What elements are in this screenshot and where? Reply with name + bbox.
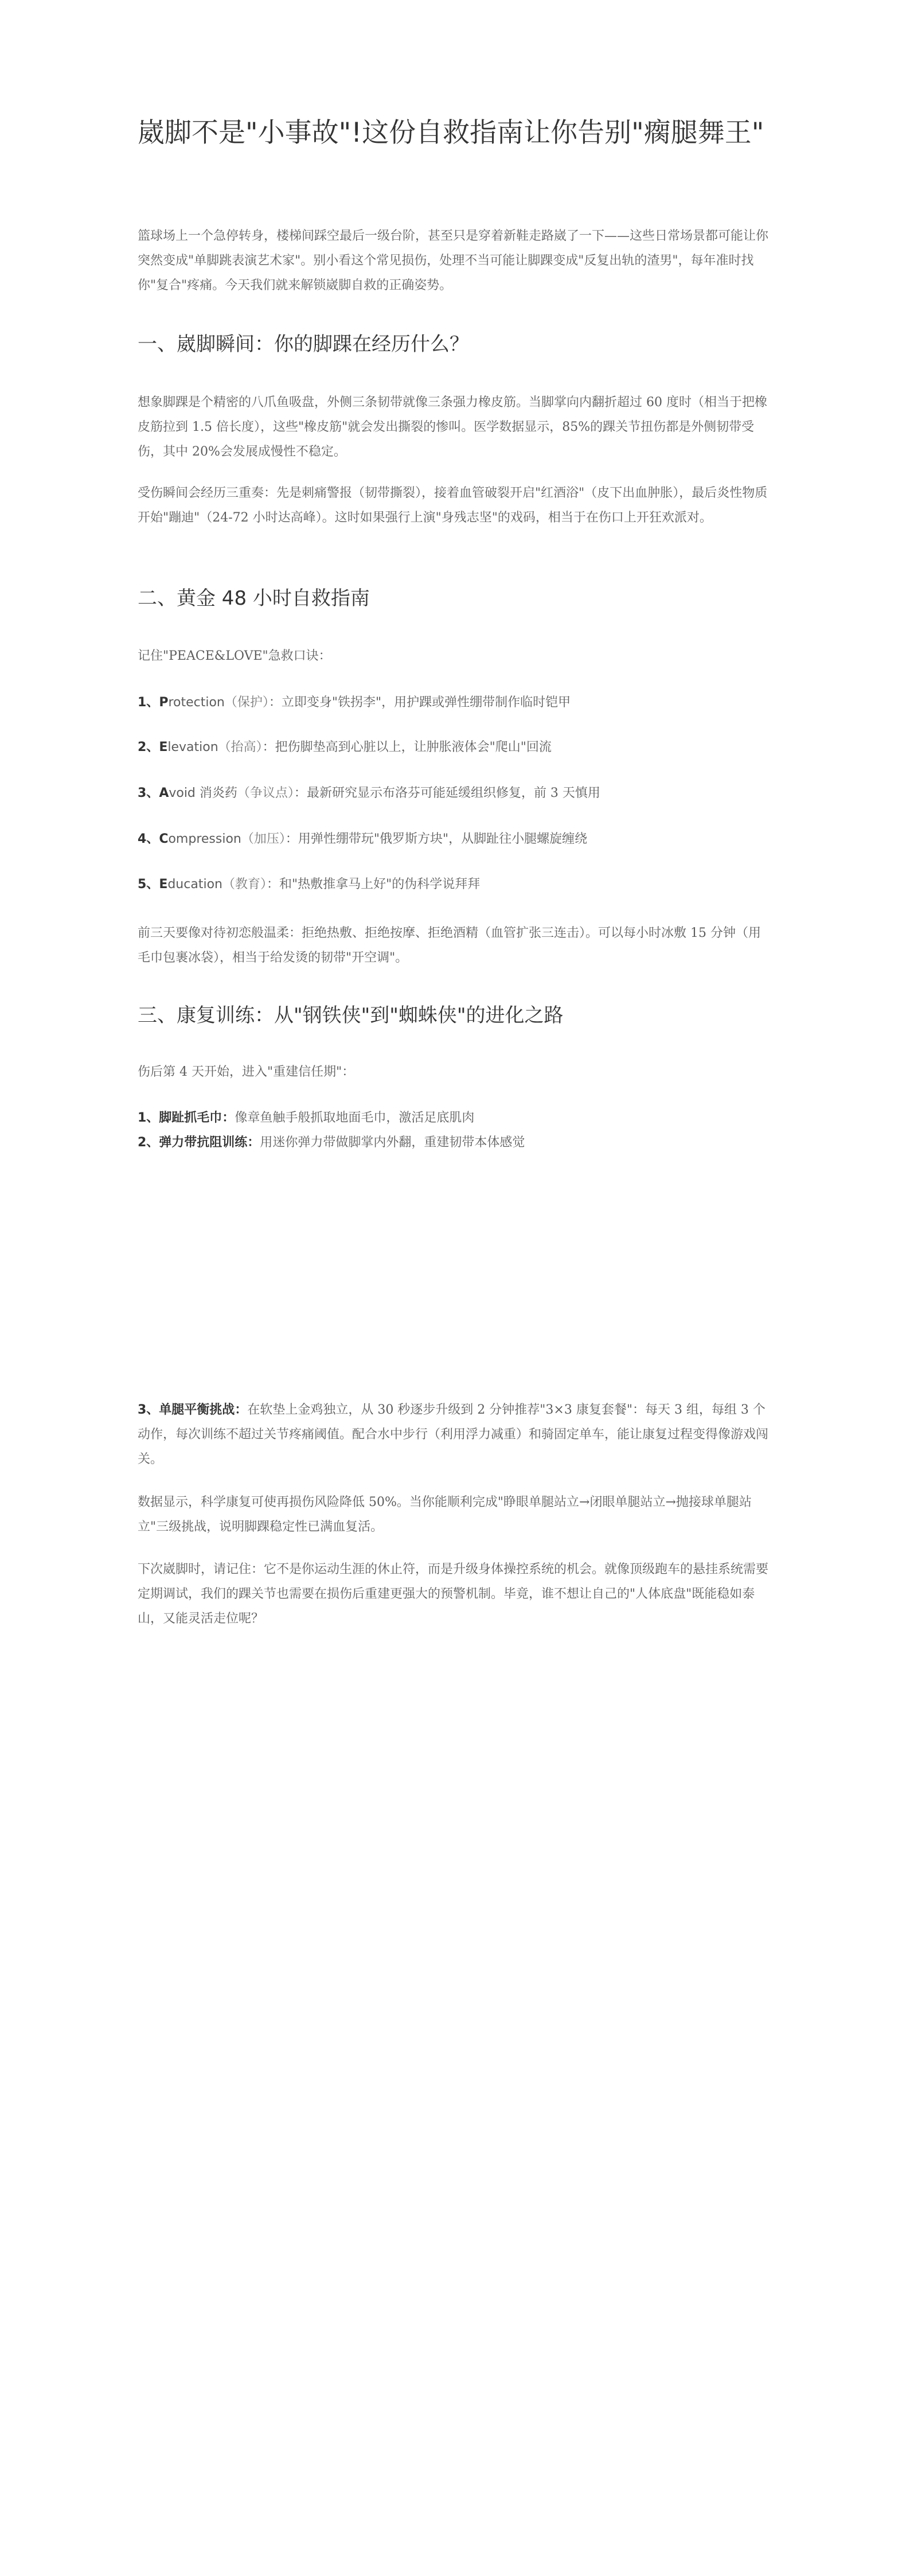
rehab-item-label: 3、单腿平衡挑战: [138, 1403, 235, 1417]
rehab-item-2: [138, 1130, 773, 1155]
rehab-item-separator: ：: [235, 1403, 248, 1417]
section-2-outro: 前三天要像对待初恋般温柔：拒绝热敷、拒绝按摩、拒绝酒精（血管扩张三连击）。可以每小时冰敷 15 分钟（用毛巾包裹冰袋），相当于给发烫的韧带"开空调"。: [138, 926, 761, 965]
step-translation: （抬高）: [218, 740, 263, 754]
section-3-intro: 伤后第 4 天开始，进入"重建信任期"：: [138, 1065, 355, 1079]
step-number: 2、: [138, 740, 159, 754]
step-term: void 消炎药: [169, 786, 237, 800]
step-description: 和"热敷推拿马上好"的伪科学说拜拜: [279, 877, 481, 892]
step-translation: （争议点）: [237, 786, 294, 800]
step-separator: ：: [268, 695, 282, 710]
peace-step-2: [138, 735, 773, 760]
step-separator: ：: [285, 832, 298, 846]
rehab-item-description: 在软垫上金鸡独立，从 30 秒逐步升级到 2 分钟推荐"3×3 康复套餐"：每天 3 组，每组 3 个动作，每次训练不超过关节疼痛阈值。配合水中步行（利用浮力减重）和骑固定单车，能让康复过程变得像游戏闯关。: [138, 1403, 769, 1466]
rehab-item-1: [138, 1106, 773, 1130]
step-initial: C: [159, 832, 169, 846]
step-term: rotection: [168, 695, 225, 710]
section-3-data-paragraph: 数据显示，科学康复可使再损伤风险降低 50%。当你能顺利完成"睁眼单腿站立→闭眼单腿站立→抛接球单腿站立"三级挑战，说明脚踝稳定性已满血复活。: [138, 1495, 752, 1534]
step-separator: ：: [294, 786, 307, 800]
peace-step-4: [138, 827, 773, 851]
step-translation: （保护）: [224, 695, 269, 710]
step-description: 用弹性绷带玩"俄罗斯方块"，从脚趾往小腿螺旋缠绕: [298, 832, 588, 846]
section-3-heading: 三、康复训练：从"钢铁侠"到"蜘蛛侠"的进化之路: [138, 1004, 564, 1027]
step-number: 1、: [138, 695, 159, 710]
step-translation: （加压）: [241, 832, 286, 846]
step-term: ducation: [167, 877, 222, 892]
rehab-item-3: [138, 1398, 773, 1472]
rehab-item-description: 像章鱼触手般抓取地面毛巾，激活足底肌肉: [235, 1111, 475, 1125]
section-2-heading: 二、黄金 48 小时自救指南: [138, 587, 370, 610]
step-description: 把伤脚垫高到心脏以上，让肿胀液体会"爬山"回流: [275, 740, 552, 754]
intro-paragraph: 篮球场上一个急停转身，楼梯间踩空最后一级台阶，甚至只是穿着新鞋走路崴了一下——这些日常场景都可能让你突然变成"单脚跳表演艺术家"。别小看这个常见损伤，处理不当可能让脚踝变成"反复出轨的渣男"，每年准时找你"复合"疼痛。今天我们就来解锁崴脚自救的正确姿势。: [138, 229, 769, 293]
step-number: 3、: [138, 786, 159, 800]
section-1-paragraph-1: 想象脚踝是个精密的八爪鱼吸盘，外侧三条韧带就像三条强力橡皮筋。当脚掌向内翻折超过 60 度时（相当于把橡皮筋拉到 1.5 倍长度），这些"橡皮筋"就会发出撕裂的惨叫。医学数据显示，85%的踝关节扭伤都是外侧韧带受伤，其中 20%会发展成慢性不稳定。: [138, 395, 767, 459]
step-description: 立即变身"铁拐李"，用护踝或弹性绷带制作临时铠甲: [281, 695, 571, 710]
step-description: 最新研究显示布洛芬可能延缓组织修复，前 3 天慎用: [306, 786, 600, 800]
rehab-item-label: 2、弹力带抗阻训练: [138, 1135, 248, 1150]
rehab-item-separator: ：: [247, 1135, 260, 1150]
section-1-heading: 一、崴脚瞬间：你的脚踝在经历什么？: [138, 333, 469, 356]
step-number: 5、: [138, 877, 159, 892]
article-title: 崴脚不是"小事故"!这份自救指南让你告别"瘸腿舞王": [138, 117, 764, 149]
step-separator: ：: [262, 740, 275, 754]
step-separator: ：: [267, 877, 280, 892]
rehab-item-description: 用迷你弹力带做脚掌内外翻，重建韧带本体感觉: [260, 1135, 525, 1150]
step-term: levation: [167, 740, 218, 754]
step-number: 4、: [138, 832, 159, 846]
step-initial: A: [159, 786, 169, 800]
rehab-item-separator: ：: [222, 1111, 235, 1125]
step-term: ompression: [168, 832, 241, 846]
step-translation: （教育）: [222, 877, 267, 892]
peace-step-5: [138, 872, 773, 897]
step-initial: E: [159, 740, 168, 754]
peace-step-1: [138, 690, 773, 715]
closing-paragraph: 下次崴脚时，请记住：它不是你运动生涯的休止符，而是升级身体操控系统的机会。就像顶级跑车的悬挂系统需要定期调试，我们的踝关节也需要在损伤后重建更强大的预警机制。毕竟，谁不想让自己的"人体底盘"既能稳如泰山，又能灵活走位呢？: [138, 1562, 769, 1626]
rehab-item-label: 1、脚趾抓毛巾: [138, 1111, 222, 1125]
peace-step-3: [138, 781, 773, 806]
step-initial: P: [159, 695, 169, 710]
step-initial: E: [159, 877, 168, 892]
section-2-intro: 记住"PEACE&LOVE"急救口诀：: [138, 649, 331, 663]
section-1-paragraph-2: 受伤瞬间会经历三重奏：先是刺痛警报（韧带撕裂），接着血管破裂开启"红酒浴"（皮下出血肿胀），最后炎性物质开始"蹦迪"（24-72 小时达高峰）。这时如果强行上演"身残志坚"的戏码，相当于在伤口上开狂欢派对。: [138, 486, 768, 525]
